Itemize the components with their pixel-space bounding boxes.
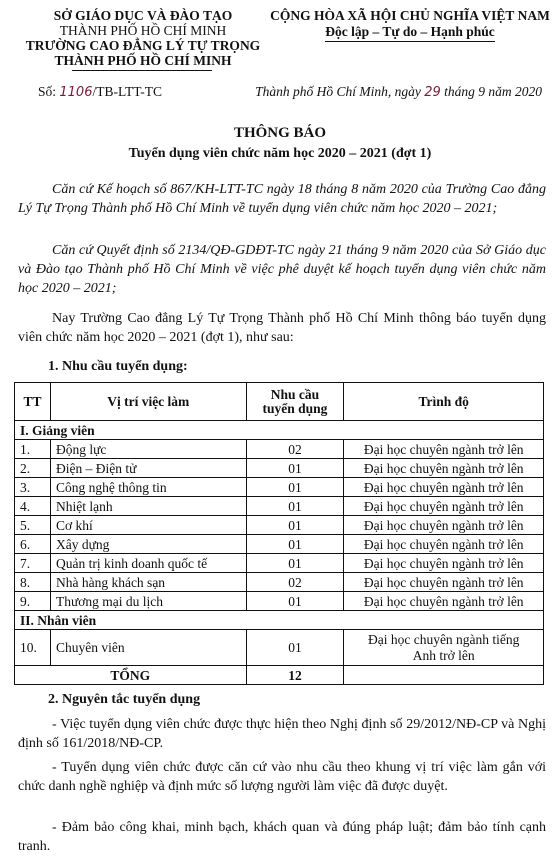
cell-tt: 6. bbox=[15, 535, 51, 554]
header-need-line-1: Nhu cầu bbox=[270, 386, 320, 402]
place-date-a: Thành phố Hồ Chí Minh, ngày bbox=[255, 84, 425, 99]
country-name: CỘNG HÒA XÃ HỘI CHỦ NGHĨA VIỆT NAM bbox=[270, 8, 550, 23]
document-number bbox=[38, 84, 162, 100]
doc-number-handwritten: 1106 bbox=[59, 85, 93, 100]
day-handwritten: 29 bbox=[424, 85, 441, 100]
cell-position: Chuyên viên bbox=[50, 630, 246, 666]
header-need-line-2: tuyển dụng bbox=[262, 400, 328, 416]
issuer-block bbox=[18, 8, 268, 68]
place-date-b: tháng 9 năm 2020 bbox=[440, 84, 542, 99]
cell-level: Đại học chuyên ngành trở lên bbox=[344, 592, 544, 611]
issuer-line-4: THÀNH PHỐ HỒ CHÍ MINH bbox=[54, 53, 232, 68]
header-need bbox=[246, 383, 344, 421]
cell-level: Đại học chuyên ngành trở lên bbox=[344, 478, 544, 497]
cell-tt: 8. bbox=[15, 573, 51, 592]
issuer-line-1: SỞ GIÁO DỤC VÀ ĐÀO TẠO bbox=[53, 8, 233, 23]
principle-2: - Tuyển dụng viên chức được căn cứ vào nhu cầu theo khung vị trí việc làm gắn với chức danh nghề nghiệp và định mức số lượng người làm việc đã được duyệt. bbox=[18, 760, 546, 794]
lecturer-rows bbox=[15, 440, 544, 611]
cell-position: Xây dựng bbox=[50, 535, 246, 554]
table-row bbox=[15, 516, 544, 535]
cell-position: Động lực bbox=[50, 440, 246, 459]
cell-need: 01 bbox=[246, 478, 344, 497]
cell-level: Đại học chuyên ngành trở lên bbox=[344, 459, 544, 478]
table-header-row bbox=[15, 383, 544, 421]
cell-level: Đại học chuyên ngành trở lên bbox=[344, 573, 544, 592]
cell-level: Đại học chuyên ngành trở lên bbox=[344, 440, 544, 459]
group-row-staff bbox=[15, 611, 544, 630]
cell-need: 02 bbox=[246, 440, 344, 459]
cell-level: Đại học chuyên ngành trở lên bbox=[344, 497, 544, 516]
total-row bbox=[15, 666, 544, 685]
reference-line bbox=[38, 84, 542, 100]
cell-level: Đại học chuyên ngành trở lên bbox=[344, 535, 544, 554]
national-motto: Độc lập – Tự do – Hạnh phúc bbox=[325, 24, 495, 42]
cell-level: Đại học chuyên ngành trở lên bbox=[344, 554, 544, 573]
header-tt: TT bbox=[15, 383, 51, 421]
cell-tt: 10. bbox=[15, 630, 51, 666]
group-label: II. Nhân viên bbox=[15, 611, 544, 630]
cell-level-line-2: Anh trở lên bbox=[412, 647, 475, 663]
document-subtitle: Tuyển dụng viên chức năm học 2020 – 2021 (đợt 1) bbox=[128, 146, 432, 161]
cell-need: 01 bbox=[246, 592, 344, 611]
cell-tt: 1. bbox=[15, 440, 51, 459]
section-2-heading: 2. Nguyên tắc tuyển dụng bbox=[48, 692, 201, 707]
paragraph-basis-2: Căn cứ Quyết định số 2134/QĐ-GDĐT-TC ngày 21 tháng 9 năm 2020 của Sở Giáo dục và Đào tạo Thành phố Hồ Chí Minh về việc phê duyệt kế hoạch tuyển dụng viên chức năm học 2020 – 2021; bbox=[18, 243, 546, 296]
cell-level-line-1: Đại học chuyên ngành tiếng bbox=[367, 631, 520, 647]
cell-need: 01 bbox=[246, 554, 344, 573]
cell-need: 01 bbox=[246, 497, 344, 516]
section-1-heading: 1. Nhu cầu tuyển dụng: bbox=[48, 359, 188, 374]
cell-level: Đại học chuyên ngành trở lên bbox=[344, 516, 544, 535]
recruitment-table bbox=[14, 382, 544, 685]
cell-tt: 2. bbox=[15, 459, 51, 478]
cell-need: 02 bbox=[246, 573, 344, 592]
total-value: 12 bbox=[246, 666, 344, 685]
total-label: TỔNG bbox=[15, 666, 247, 685]
group-label: I. Giảng viên bbox=[15, 421, 544, 440]
cell-need: 01 bbox=[246, 535, 344, 554]
issuer-underline bbox=[72, 70, 212, 71]
doc-number-prefix: Số: bbox=[38, 84, 60, 99]
table-row bbox=[15, 630, 544, 666]
cell-position: Công nghệ thông tin bbox=[50, 478, 246, 497]
place-date bbox=[255, 84, 542, 100]
cell-position: Quản trị kinh doanh quốc tế bbox=[50, 554, 246, 573]
issuer-line-3: TRƯỜNG CAO ĐẲNG LÝ TỰ TRỌNG bbox=[25, 38, 261, 53]
paragraph-announcement: Nay Trường Cao đẳng Lý Tự Trọng Thành phố Hồ Chí Minh thông báo tuyển dụng viên chức năm học 2020 – 2021 (đợt 1), như sau: bbox=[18, 311, 546, 345]
table-row bbox=[15, 573, 544, 592]
table-row bbox=[15, 478, 544, 497]
header-level: Trình độ bbox=[344, 383, 544, 421]
cell-tt: 5. bbox=[15, 516, 51, 535]
paragraph-basis-1: Căn cứ Kế hoạch số 867/KH-LTT-TC ngày 18 tháng 8 năm 2020 của Trường Cao đẳng Lý Tự Trọng Thành phố Hồ Chí Minh về tuyển dụng viên chức năm học 2020 – 2021; bbox=[18, 182, 546, 216]
cell-tt: 7. bbox=[15, 554, 51, 573]
doc-number-suffix: /TB-LTT-TC bbox=[92, 84, 162, 99]
principle-1: - Việc tuyển dụng viên chức được thực hiện theo Nghị định số 29/2012/NĐ-CP và Nghị định số 161/2018/NĐ-CP. bbox=[18, 717, 546, 751]
cell-position: Điện – Điện tử bbox=[50, 459, 246, 478]
cell-position: Nhà hàng khách sạn bbox=[50, 573, 246, 592]
cell-position: Thương mại du lịch bbox=[50, 592, 246, 611]
total-empty bbox=[344, 666, 544, 685]
table-row bbox=[15, 535, 544, 554]
cell-level bbox=[344, 630, 544, 666]
cell-need: 01 bbox=[246, 516, 344, 535]
cell-position: Nhiệt lạnh bbox=[50, 497, 246, 516]
issuer-line-2: THÀNH PHỐ HỒ CHÍ MINH bbox=[59, 23, 227, 38]
principle-3: - Đảm bảo công khai, minh bạch, khách quan và đúng pháp luật; đảm bảo tính cạnh tranh. bbox=[18, 820, 546, 854]
cell-tt: 9. bbox=[15, 592, 51, 611]
table-row bbox=[15, 592, 544, 611]
table-row bbox=[15, 554, 544, 573]
table-row bbox=[15, 497, 544, 516]
national-motto-block bbox=[270, 8, 550, 42]
group-row-lecturers bbox=[15, 421, 544, 440]
table-row bbox=[15, 459, 544, 478]
document-title: THÔNG BÁO bbox=[233, 125, 327, 141]
cell-tt: 4. bbox=[15, 497, 51, 516]
cell-need: 01 bbox=[246, 630, 344, 666]
cell-need: 01 bbox=[246, 459, 344, 478]
table-row bbox=[15, 440, 544, 459]
cell-position: Cơ khí bbox=[50, 516, 246, 535]
cell-tt: 3. bbox=[15, 478, 51, 497]
header-position: Vị trí việc làm bbox=[50, 383, 246, 421]
